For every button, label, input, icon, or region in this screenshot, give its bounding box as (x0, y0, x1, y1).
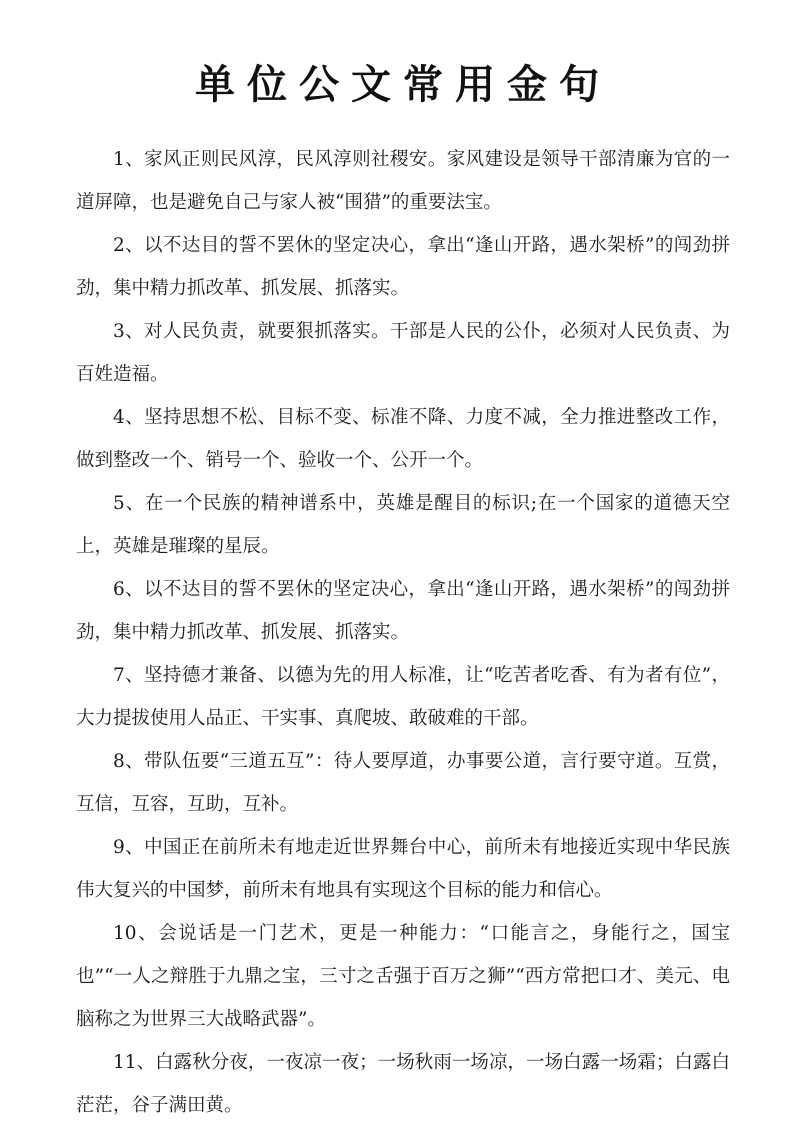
quote-item-8: 8、带队伍要“三道五互”：待人要厚道，办事要公道，言行要守道。互赏，互信，互容，互助，互补。 (76, 751, 730, 815)
quote-item-6: 6、以不达目的誓不罢休的坚定决心，拿出“逢山开路，遇水架桥”的闯劲拼劲，集中精力抓改革、抓发展、抓落实。 (76, 579, 730, 643)
quote-item-9: 9、中国正在前所未有地走近世界舞台中心，前所未有地接近实现中华民族伟大复兴的中国梦，前所未有地具有实现这个目标的能力和信心。 (76, 837, 730, 901)
quote-item-11: 11、白露秋分夜，一夜凉一夜；一场秋雨一场凉，一场白露一场霜；白露白茫茫，谷子满田黄。 (76, 1052, 730, 1116)
quote-item-2: 2、以不达目的誓不罢休的坚定决心，拿出“逢山开路，遇水架桥”的闯劲拼劲，集中精力抓改革、抓发展、抓落实。 (76, 235, 730, 299)
quote-list (76, 138, 730, 1127)
document-title: 单位公文常用金句 (195, 61, 611, 108)
quote-item-7: 7、坚持德才兼备、以德为先的用人标准，让“吃苦者吃香、有为者有位”，大力提拔使用人品正、干实事、真爬坡、敢破难的干部。 (76, 665, 730, 729)
quote-item-1: 1、家风正则民风淳，民风淳则社稷安。家风建设是领导干部清廉为官的一道屏障，也是避免自己与家人被“围猎”的重要法宝。 (76, 149, 730, 213)
quote-item-10: 10、会说话是一门艺术，更是一种能力：“口能言之，身能行之，国宝也”“一人之辩胜于九鼎之宝，三寸之舌强于百万之狮”“西方常把口才、美元、电脑称之为世界三大战略武器”。 (76, 923, 730, 1030)
quote-item-3: 3、对人民负责，就要狠抓落实。干部是人民的公仆，必须对人民负责、为百姓造福。 (76, 321, 730, 385)
quote-item-4: 4、坚持思想不松、目标不变、标准不降、力度不减，全力推进整改工作，做到整改一个、销号一个、验收一个、公开一个。 (76, 407, 730, 471)
quote-item-5: 5、在一个民族的精神谱系中，英雄是醒目的标识;在一个国家的道德天空上，英雄是璀璨的星辰。 (76, 493, 730, 557)
